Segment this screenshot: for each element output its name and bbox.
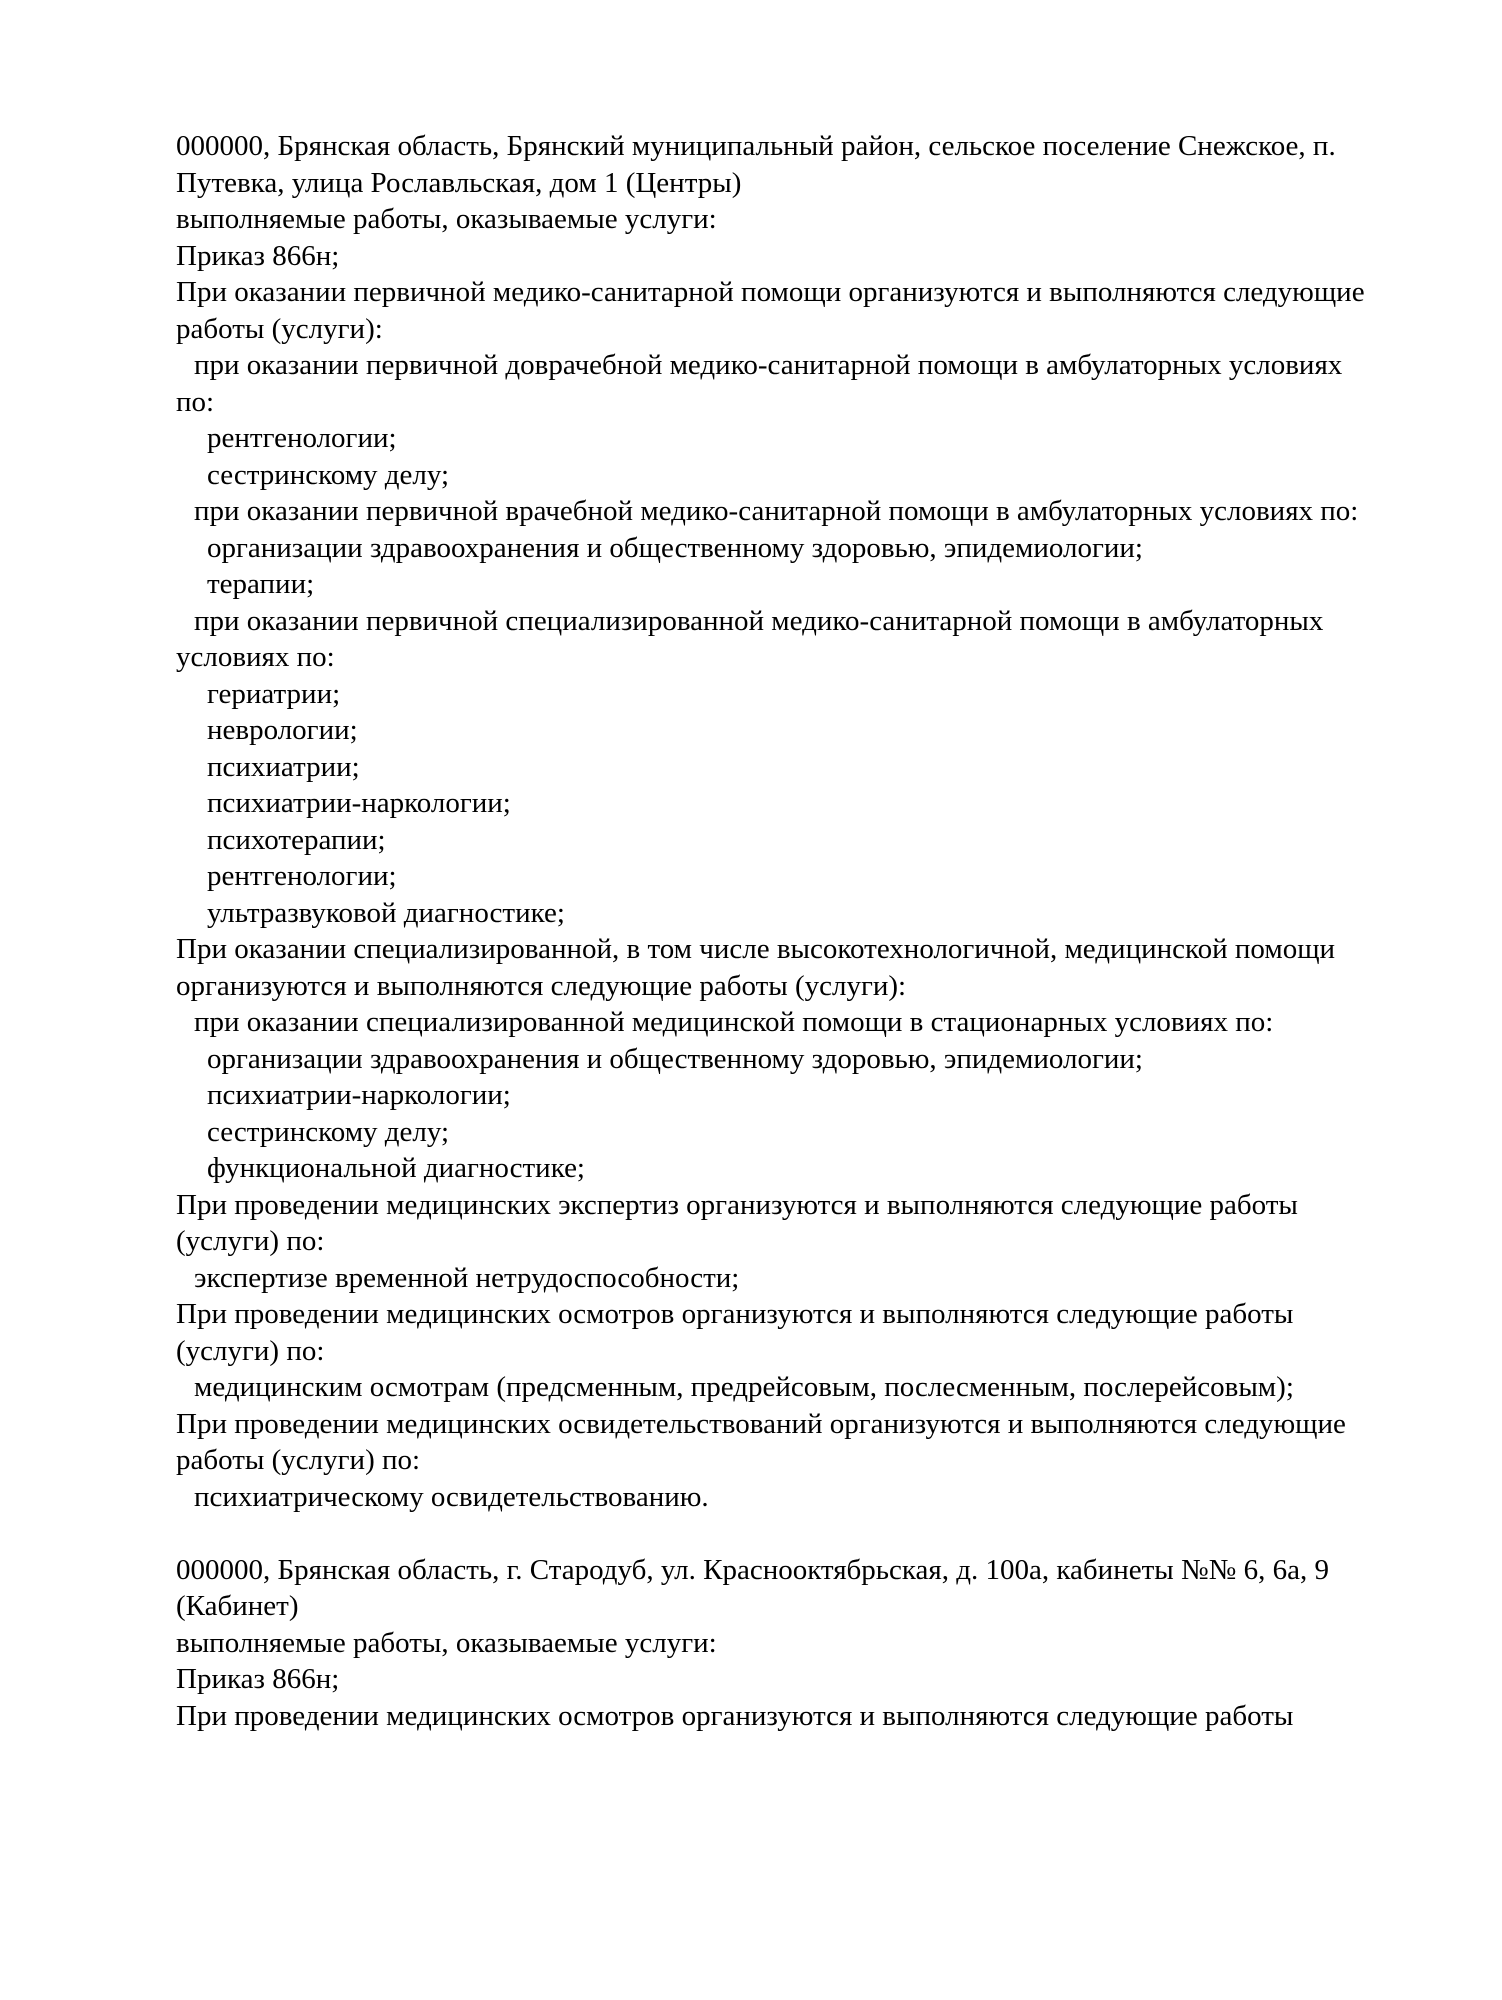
text-line: сестринскому делу; <box>207 458 450 491</box>
text-line: психотерапии; <box>207 823 386 856</box>
text-line: гериатрии; <box>207 677 341 710</box>
text-line: выполняемые работы, оказываемые услуги: <box>176 203 717 235</box>
text-line: ультразвуковой диагностике; <box>207 896 565 929</box>
text-line: При оказании специализированной, в том числе высокотехнологичной, медицинской помощи <box>176 933 1336 965</box>
text-line: Приказ 866н; <box>176 239 340 272</box>
text-line: неврологии; <box>207 714 358 746</box>
text-line: организуются и выполняются следующие работы (услуги): <box>176 969 907 1002</box>
text-line: психиатрии; <box>207 750 360 783</box>
text-line: 000000, Брянская область, г. Стародуб, ул. Краснооктябрьская, д. 100а, кабинеты №№ 6, 6а, 9 <box>176 1553 1329 1586</box>
text-line: организации здравоохранения и общественному здоровью, эпидемиологии; <box>207 531 1143 564</box>
text-line: организации здравоохранения и общественному здоровью, эпидемиологии; <box>207 1042 1143 1075</box>
text-line: при оказании специализированной медицинской помощи в стационарных условиях по: <box>194 1006 1274 1038</box>
text-line: Приказ 866н; <box>176 1663 340 1695</box>
text-line: Путевка, улица Рославльская, дом 1 (Центры) <box>176 166 742 199</box>
text-line: терапии; <box>207 568 315 600</box>
text-line: медицинским осмотрам (предсменным, предрейсовым, послесменным, послерейсовым); <box>194 1371 1294 1403</box>
text-line: При оказании первичной медико-санитарной помощи организуются и выполняются следующие <box>176 276 1365 308</box>
text-line: (услуги) по: <box>176 1334 325 1367</box>
text-line: При проведении медицинских осмотров организуются и выполняются следующие работы <box>176 1699 1294 1732</box>
text-line: (Кабинет) <box>176 1590 299 1622</box>
text-line: рентгенологии; <box>207 422 397 454</box>
text-line: сестринскому делу; <box>207 1115 450 1148</box>
text-line: 000000, Брянская область, Брянский муниципальный район, сельское поселение Снежское, п. <box>176 130 1336 162</box>
text-line: При проведении медицинских освидетельствований организуются и выполняются следующие <box>176 1407 1346 1440</box>
text-line: При проведении медицинских экспертиз организуются и выполняются следующие работы <box>176 1188 1298 1221</box>
text-line: психиатрическому освидетельствованию. <box>194 1480 709 1513</box>
text-line: экспертизе временной нетрудоспособности; <box>194 1261 740 1294</box>
text-line: при оказании первичной доврачебной медико-санитарной помощи в амбулаторных условиях <box>194 349 1343 381</box>
text-line: условиях по: <box>176 641 335 673</box>
text-line: функциональной диагностике; <box>207 1152 585 1184</box>
text-line: выполняемые работы, оказываемые услуги: <box>176 1626 717 1659</box>
text-line: При проведении медицинских осмотров организуются и выполняются следующие работы <box>176 1298 1294 1330</box>
text-line: работы (услуги) по: <box>176 1444 421 1476</box>
text-line: психиатрии-наркологии; <box>207 1079 511 1111</box>
text-line: рентгенологии; <box>207 860 397 892</box>
text-line: по: <box>176 385 215 418</box>
text-line: психиатрии-наркологии; <box>207 787 511 819</box>
text-line <box>176 1515 1442 1552</box>
text-line: (услуги) по: <box>176 1225 325 1257</box>
text-line: работы (услуги): <box>176 312 383 345</box>
text-line: при оказании первичной специализированной медико-санитарной помощи в амбулаторных <box>194 604 1324 637</box>
text-line: при оказании первичной врачебной медико-санитарной помощи в амбулаторных условиях по: <box>194 495 1359 527</box>
document-text-block <box>176 128 1442 1734</box>
